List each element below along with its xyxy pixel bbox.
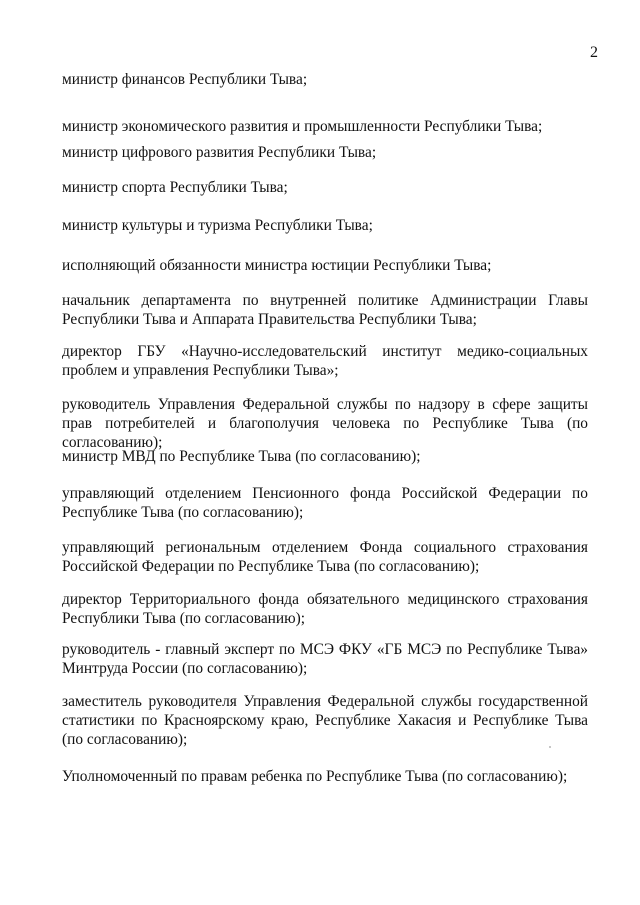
list-item: министр спорта Республики Тыва; bbox=[62, 179, 288, 196]
list-item: министр МВД по Республике Тыва (по согласованию); bbox=[62, 448, 421, 465]
list-item: управляющий отделением Пенсионного фонда Российской Федерации по Республике Тыва (по согласованию); bbox=[62, 485, 588, 521]
list-item: руководитель - главный эксперт по МСЭ ФКУ «ГБ МСЭ по Республике Тыва» Минтруда России (по согласованию); bbox=[62, 641, 588, 677]
page-number: 2 bbox=[590, 44, 598, 61]
list-item: начальник департамента по внутренней политике Администрации Главы Республики Тыва и Аппарата Правительства Республики Тыва; bbox=[62, 292, 588, 328]
scan-speck bbox=[549, 746, 551, 748]
list-item: министр культуры и туризма Республики Тыва; bbox=[62, 217, 373, 234]
list-item: министр финансов Республики Тыва; bbox=[62, 71, 308, 88]
list-item: заместитель руководителя Управления Федеральной службы государственной статистики по Красноярскому краю, Республике Хакасия и Республике Тыва (по согласованию); bbox=[62, 693, 588, 748]
list-item: директор ГБУ «Научно-исследовательский институт медико-социальных проблем и управления Республики Тыва»; bbox=[62, 343, 588, 379]
list-item: управляющий региональным отделением Фонда социального страхования Российской Федерации по Республике Тыва (по согласованию); bbox=[62, 539, 588, 575]
list-item: исполняющий обязанности министра юстиции Республики Тыва; bbox=[62, 257, 492, 274]
list-item: министр цифрового развития Республики Тыва; bbox=[62, 144, 377, 161]
list-item: директор Территориального фонда обязательного медицинского страхования Республики Тыва (по согласованию); bbox=[62, 591, 588, 627]
list-item: руководитель Управления Федеральной службы по надзору в сфере защиты прав потребителей и благополучия человека по Республике Тыва (по согласованию); bbox=[62, 396, 588, 451]
list-item: Уполномоченный по правам ребенка по Республике Тыва (по согласованию); bbox=[62, 768, 568, 785]
list-item: министр экономического развития и промышленности Республики Тыва; bbox=[62, 118, 543, 135]
